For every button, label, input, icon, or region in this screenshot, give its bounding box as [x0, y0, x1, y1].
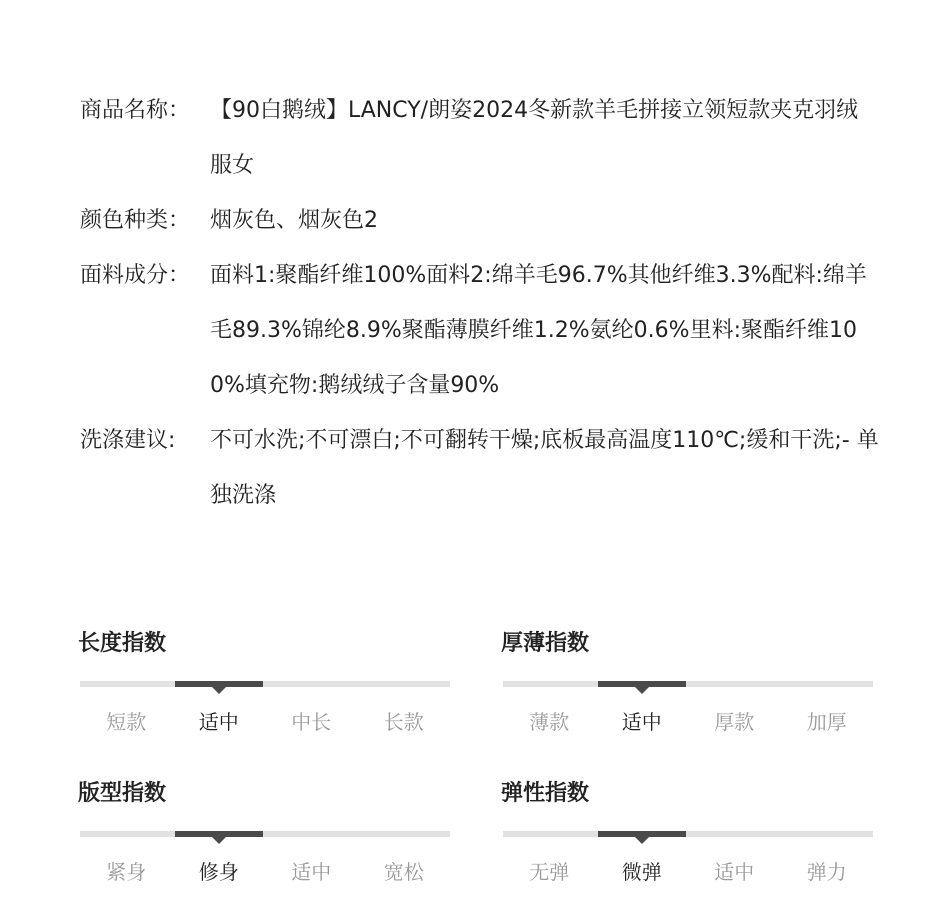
metric-option: 适中 [291, 860, 332, 884]
info-row-material [80, 248, 880, 413]
product-name-value: 【90白鹅绒】LANCY/朗姿2024冬新款羊毛拼接立领短款夹克羽绒服女 [210, 98, 859, 178]
material-label: 面料成分： [80, 263, 191, 288]
color-label: 颜色种类： [80, 208, 191, 233]
pointer-icon [212, 837, 226, 844]
pointer-icon [635, 687, 649, 694]
metric-track [503, 681, 873, 687]
metric-length [78, 620, 450, 770]
metric-track [80, 681, 450, 687]
metric-option: 加厚 [806, 710, 847, 734]
metric-elasticity [501, 770, 873, 920]
metric-option: 适中 [198, 710, 239, 734]
metric-option: 微弹 [621, 860, 662, 884]
metric-options [80, 856, 450, 885]
metric-indicator [175, 681, 263, 687]
metric-option: 修身 [198, 860, 239, 884]
info-row-color [80, 193, 880, 248]
metric-option: 适中 [714, 860, 755, 884]
metric-options [80, 706, 450, 735]
metric-indicator [598, 831, 686, 837]
care-label: 洗涤建议: [80, 428, 176, 453]
product-info-section [80, 83, 880, 523]
metric-option: 适中 [621, 710, 662, 734]
metric-indicator [175, 831, 263, 837]
metric-track [80, 831, 450, 837]
info-row-name [80, 83, 880, 193]
material-value: 面料1:聚酯纤维100%面料2:绵羊毛96.7%其他纤维3.3%配料:绵羊毛89.3%锦纶8.9%聚酯薄膜纤维1.2%氨纶0.6%里料:聚酯纤维100%填充物:鹅绒绒子含量90% [210, 263, 867, 398]
size-metrics-grid [78, 620, 873, 920]
metric-fit [78, 770, 450, 920]
metric-option: 中长 [291, 710, 332, 734]
metric-title: 厚薄指数 [501, 631, 590, 656]
metric-thickness [501, 620, 873, 770]
pointer-icon [635, 837, 649, 844]
metric-title: 长度指数 [78, 631, 167, 656]
metric-option: 宽松 [383, 860, 424, 884]
metric-option: 薄款 [529, 710, 570, 734]
info-row-care [80, 413, 880, 523]
metric-option: 厚款 [714, 710, 755, 734]
metric-track [503, 831, 873, 837]
metric-indicator [598, 681, 686, 687]
metric-option: 弹力 [806, 860, 847, 884]
metric-title: 版型指数 [78, 781, 167, 806]
pointer-icon [212, 687, 226, 694]
metric-option: 长款 [383, 710, 424, 734]
metric-options [503, 856, 873, 885]
metric-option: 短款 [106, 710, 147, 734]
metric-title: 弹性指数 [501, 781, 590, 806]
color-value: 烟灰色、烟灰色2 [210, 208, 378, 233]
metric-option: 紧身 [106, 860, 147, 884]
metric-options [503, 706, 873, 735]
product-name-label: 商品名称： [80, 98, 191, 123]
care-value: 不可水洗;不可漂白;不可翻转干燥;底板最高温度110℃;缓和干洗;- 单独洗涤 [210, 428, 879, 508]
metric-option: 无弹 [529, 860, 570, 884]
